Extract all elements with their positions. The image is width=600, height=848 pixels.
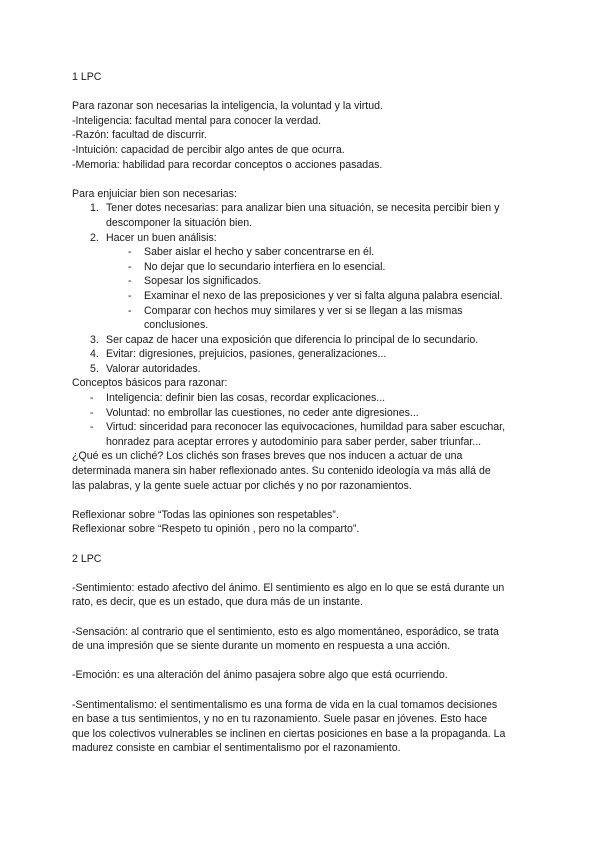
list-item bbox=[72, 274, 542, 289]
judge-steps-list-continued bbox=[72, 333, 542, 377]
sentimiento-line: -Sentimiento: estado afectivo del ánimo. El sentimiento es algo en lo que se está durante un bbox=[72, 581, 505, 594]
list-item-text: Comparar con hechos muy similares y ver si se llegan a las mismas bbox=[144, 304, 463, 317]
reflect-line: Reflexionar sobre “Todas las opiniones son respetables”. bbox=[72, 508, 339, 521]
sentimentalismo-line: -Sentimentalismo: el sentimentalismo es una forma de vida en la cual tomamos decisiones bbox=[72, 698, 498, 711]
section-2-heading: 2 LPC bbox=[72, 552, 102, 565]
list-item-text: conclusiones. bbox=[144, 319, 209, 332]
analysis-sublist bbox=[72, 245, 542, 333]
list-item-text: Inteligencia: definir bien las cosas, recordar explicaciones... bbox=[106, 392, 386, 405]
reflect-line: Reflexionar sobre “Respeto tu opinión , pero no la comparto”. bbox=[72, 523, 360, 536]
sentimiento-line: rato, es decir, que es un estado, que dura más de un instante. bbox=[72, 596, 363, 609]
list-item bbox=[72, 362, 542, 377]
concepts-title: Conceptos básicos para razonar: bbox=[72, 377, 228, 390]
dash-bullet: - bbox=[128, 289, 132, 302]
sentimentalismo-line: que los colectivos vulnerables se inclinen en ciertas posiciones en base a la propaganda. La bbox=[72, 727, 506, 740]
list-item-text: Hacer un buen análisis: bbox=[106, 231, 217, 244]
judge-title: Para enjuiciar bien son necesarias: bbox=[72, 187, 237, 200]
dash-bullet: - bbox=[128, 246, 132, 259]
cliche-paragraph-line: ¿Qué es un cliché? Los clichés son frases breves que nos inducen a actuar de una bbox=[72, 450, 463, 463]
definition-line: -Memoria: habilidad para recordar conceptos o acciones pasadas. bbox=[72, 158, 383, 171]
dash-bullet: - bbox=[128, 304, 132, 317]
intro-line: Para razonar son necesarias la inteligencia, la voluntad y la virtud. bbox=[72, 100, 383, 113]
list-item bbox=[72, 333, 542, 348]
list-item bbox=[72, 420, 542, 449]
emocion-line: -Emoción: es una alteración del ánimo pasajera sobre algo que está ocurriendo. bbox=[72, 669, 448, 682]
definition-line: -Intuición: capacidad de percibir algo antes de que ocurra. bbox=[72, 143, 345, 156]
concepts-list bbox=[72, 391, 542, 449]
dash-bullet: - bbox=[90, 421, 94, 434]
dash-bullet: - bbox=[128, 260, 132, 273]
list-item-text: Virtud: sinceridad para reconocer las equivocaciones, humildad para saber escuchar, bbox=[106, 421, 506, 434]
list-item-text: Examinar el nexo de las preposiciones y ver si falta alguna palabra esencial. bbox=[144, 289, 503, 302]
list-item-text: Ser capaz de hacer una exposición que diferencia lo principal de lo secundario. bbox=[106, 333, 479, 346]
judge-steps-list bbox=[72, 201, 542, 245]
list-item bbox=[72, 304, 542, 333]
cliche-paragraph-line: determinada manera sin haber reflexionado antes. Su contenido ideología va más allá de bbox=[72, 465, 491, 478]
sentimentalismo-line: madurez consiste en cambiar el sentimentalismo por el razonamiento. bbox=[72, 742, 401, 755]
document-page bbox=[72, 70, 542, 756]
list-item bbox=[72, 406, 542, 421]
sensacion-line: -Sensación: al contrario que el sentimiento, esto es algo momentáneo, esporádico, se trata bbox=[72, 625, 499, 638]
list-item bbox=[72, 231, 542, 246]
list-item-text: descomponer la situación bien. bbox=[106, 216, 253, 229]
list-number: 4. bbox=[90, 348, 99, 361]
list-item-text: honradez para aceptar errores y autodominio para saber perder, saber triunfar... bbox=[106, 435, 482, 448]
definition-line: -Inteligencia: facultad mental para conocer la verdad. bbox=[72, 114, 322, 127]
list-number: 1. bbox=[90, 202, 99, 215]
list-number: 5. bbox=[90, 362, 99, 375]
definition-line: -Razón: facultad de discurrir. bbox=[72, 129, 207, 142]
section-1-heading: 1 LPC bbox=[72, 71, 102, 83]
list-item bbox=[72, 289, 542, 304]
list-item-text: Tener dotes necesarias: para analizar bien una situación, se necesita percibir bien y bbox=[106, 202, 500, 215]
list-item-text: No dejar que lo secundario interfiera en lo esencial. bbox=[144, 260, 386, 273]
list-number: 3. bbox=[90, 333, 99, 346]
list-item bbox=[72, 201, 542, 230]
cliche-paragraph-line: las palabras, y la gente suele actuar por clichés y no por razonamientos. bbox=[72, 479, 412, 492]
list-item-text: Voluntad: no embrollar las cuestiones, no ceder ante digresiones... bbox=[106, 406, 419, 419]
dash-bullet: - bbox=[90, 392, 94, 405]
list-item-text: Evitar: digresiones, prejuicios, pasiones, generalizaciones... bbox=[106, 348, 387, 361]
dash-bullet: - bbox=[128, 275, 132, 288]
list-item-text: Valorar autoridades. bbox=[106, 362, 201, 375]
sentimentalismo-line: en base a tus sentimientos, y no en tu razonamiento. Suele pasar en jóvenes. Esto hace bbox=[72, 713, 488, 726]
list-item bbox=[72, 260, 542, 275]
list-item-text: Saber aislar el hecho y saber concentrarse en él. bbox=[144, 246, 375, 259]
list-number: 2. bbox=[90, 231, 99, 244]
list-item-text: Sopesar los significados. bbox=[144, 275, 262, 288]
list-item bbox=[72, 347, 542, 362]
list-item bbox=[72, 391, 542, 406]
dash-bullet: - bbox=[90, 406, 94, 419]
sensacion-line: de una impresión que se siente durante un momento en respuesta a una acción. bbox=[72, 640, 451, 653]
list-item bbox=[72, 245, 542, 260]
